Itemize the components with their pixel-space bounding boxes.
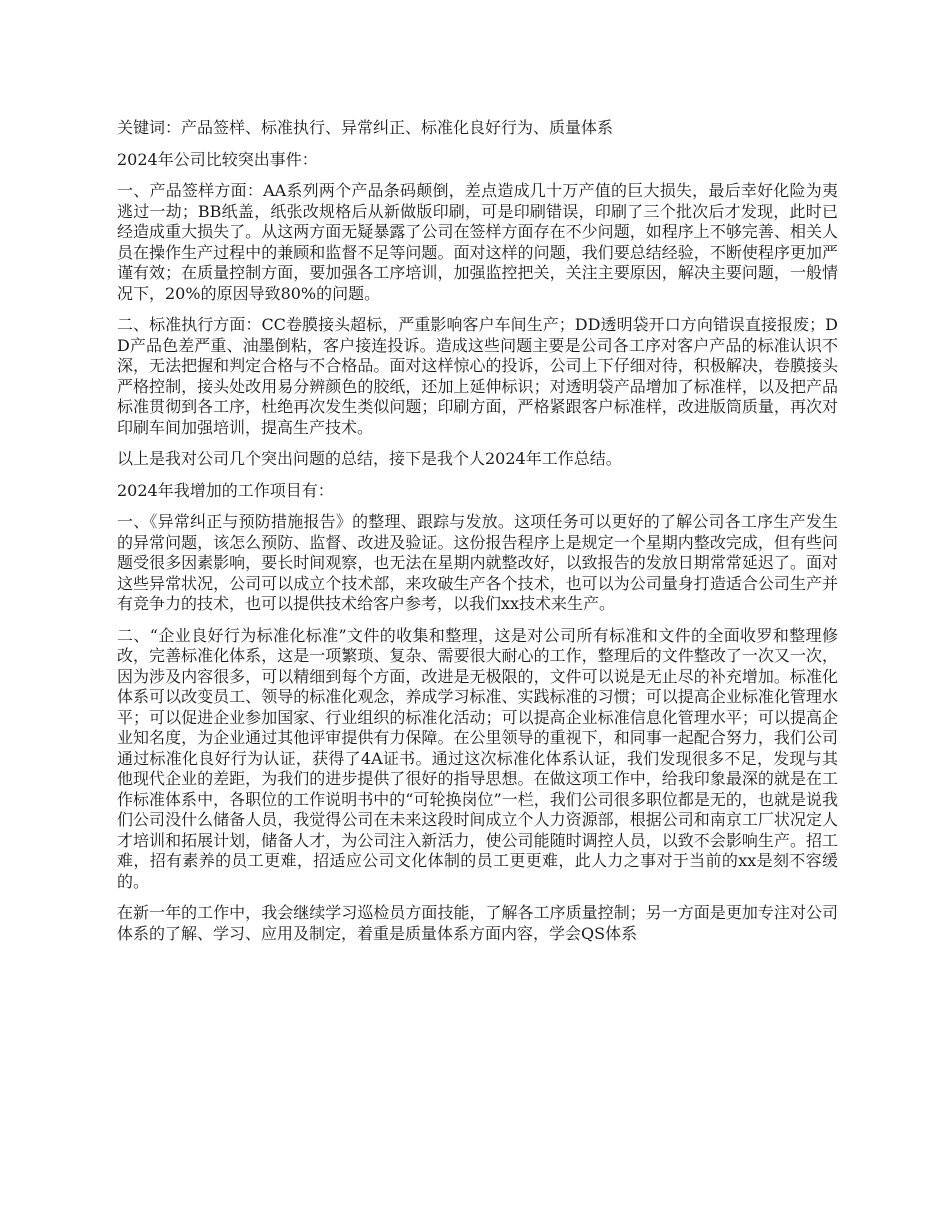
paragraph-product-signoff: 一、产品签样方面：AA系列两个产品条码颠倒，差点造成几十万产值的巨大损失，最后幸好化险为夷逃过一劫；BB纸盖，纸张改规格后从新做版印刷，可是印刷错误，印刷了三个批次后才发现，此时已经造成重大损失了。从这两方面无疑暴露了公司在签样方面存在不少问题，如程序上不够完善、相关人员在操作生产过程中的兼顾和监督不足等问题。面对这样的问题，我们要总结经验，不断使程序更加严谨有效；在质量控制方面，要加强各工序培训，加强监控把关，关注主要原因，解决主要问题，一般情况下，20%的原因导致80%的问题。	[117, 181, 838, 303]
paragraph-next-year-plan: 在新一年的工作中，我会继续学习巡检员方面技能，了解各工序质量控制；另一方面是更加专注对公司体系的了解、学习、应用及制定，着重是质量体系方面内容，学会QS体系	[117, 903, 838, 943]
events-heading: 2024年公司比较突出事件：	[117, 149, 318, 169]
keywords-line: 关键词：产品签样、标准执行、异常纠正、标准化良好行为、质量体系	[117, 118, 614, 137]
paragraph-standardization: 二、“企业良好行为标准化标准”文件的收集和整理，这是对公司所有标准和文件的全面收罗和整理修改，完善标准化体系，这是一项繁琐、复杂、需要很大耐心的工作，整理后的文件整改了一次又一次，因为涉及内容很多，可以精细到每个方面，改进是无极限的，文件可以说是无止尽的补充增加。标准化体系可以改变员工、领导的标准化观念，养成学习标准、实践标准的习惯；可以提高企业标准化管理水平；可以促进企业参加国家、行业组织的标准化活动；可以提高企业标准信息化管理水平；可以提高企业知名度，为企业通过其他评审提供有力保障。在公里领导的重视下，和同事一起配合努力，我们公司通过标准化良好行为认证，获得了4A证书。通过这次标准化体系认证，我们发现很多不足，发现与其他现代企业的差距，为我们的进步提供了很好的指导思想。在做这项工作中，给我印象最深的就是在工作标准体系中，各职位的工作说明书中的“可轮换岗位”一栏，我们公司很多职位都是无的，也就是说我们公司没什么储备人员，我觉得公司在未来这段时间成立个人力资源部，根据公司和南京工厂状况定人才培训和拓展计划，储备人才，为公司注入新活力，使公司能随时调控人员，以致不会影响生产。招工难，招有素养的员工更难，招适应公司文化体制的员工更更难，此人力之事对于当前的xx是刻不容缓的。	[117, 625, 838, 891]
paragraph-standard-execution: 二、标准执行方面：CC卷膜接头超标，严重影响客户车间生产；DD透明袋开口方向错误直接报废；DD产品色差严重、油墨倒粘，客户接连投诉。造成这些问题主要是公司各工序对客户产品的标准认识不深，无法把握和判定合格与不合格品。面对这样惊心的投诉，公司上下仔细对待，积极解决，卷膜接头严格控制，接头处改用易分辨颜色的胶纸，还加上延伸标识；对透明袋产品增加了标准样，以及把产品标准贯彻到各工序，杜绝再次发生类似问题；印刷方面，严格紧跟客户标准样，改进版筒质量，再次对印刷车间加强培训，提高生产技术。	[117, 315, 838, 437]
paragraph-exception-report: 一、《异常纠正与预防措施报告》的整理、跟踪与发放。这项任务可以更好的了解公司各工序生产发生的异常问题，该怎么预防、监督、改进及验证。这份报告程序上是规定一个星期内整改完成，但有些问题受很多因素影响，要长时间观察，也无法在星期内就整改好，以致报告的发放日期常常延迟了。面对这些异常状况，公司可以成立个技术部，来攻破生产各个技术，也可以为公司量身打造适合公司生产并有竞争力的技术，也可以提供技术给客户参考，以我们xx技术来生产。	[117, 512, 838, 613]
document-page	[117, 118, 838, 955]
summary-transition-line: 以上是我对公司几个突出问题的总结，接下是我个人2024年工作总结。	[117, 449, 622, 468]
new-projects-heading: 2024年我增加的工作项目有：	[117, 480, 334, 500]
